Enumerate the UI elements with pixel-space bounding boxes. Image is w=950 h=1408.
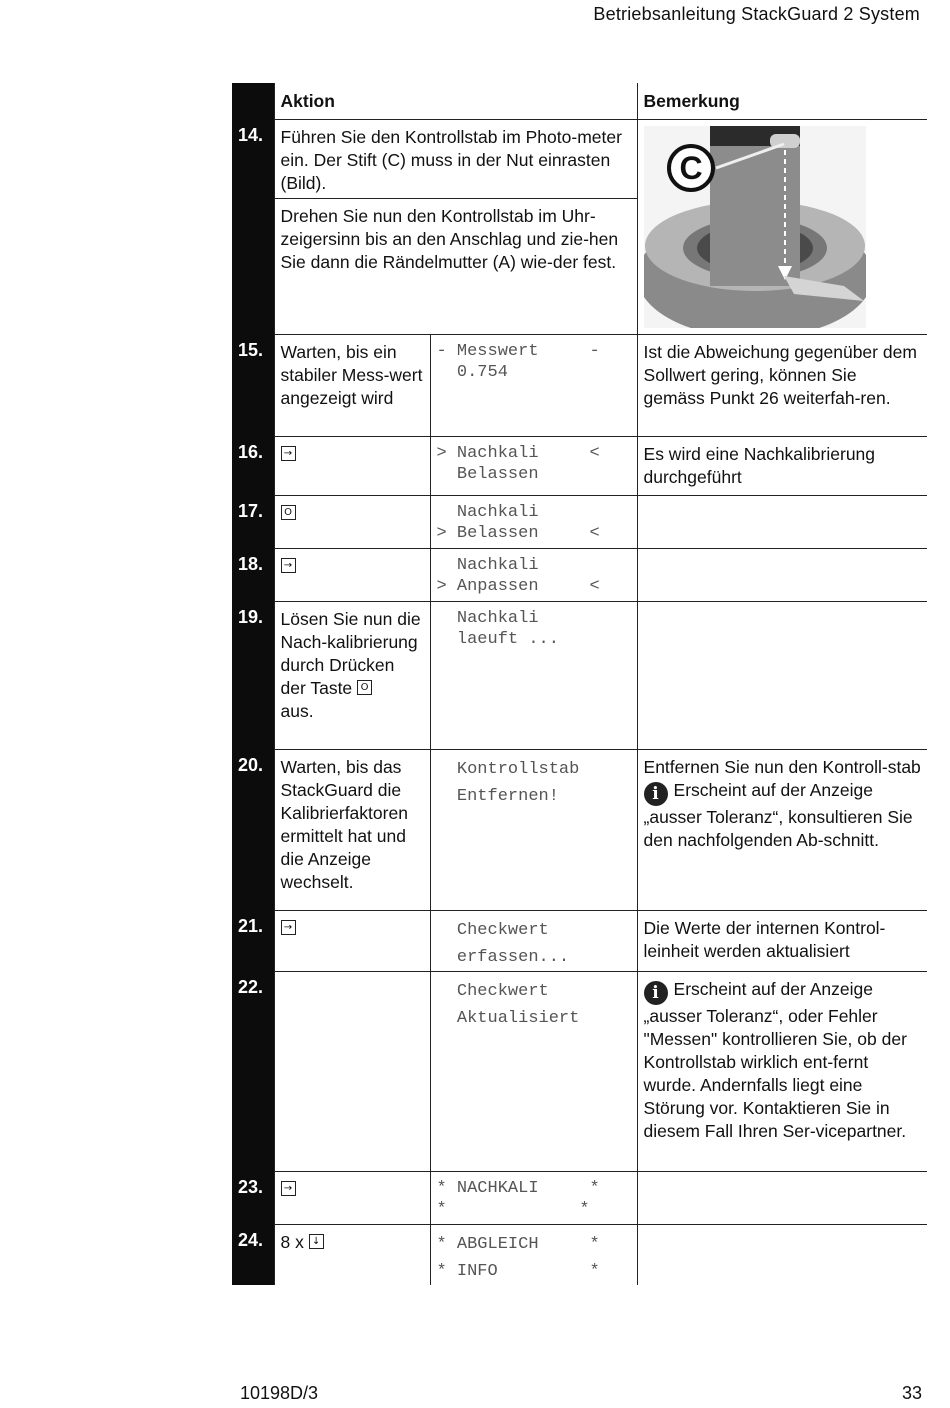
table-row <box>232 549 927 602</box>
remark-text: Entfernen Sie nun den Kontroll-stab <box>643 757 921 777</box>
step-text: Warten, bis das StackGuard die Kalibrierfaktoren ermittelt hat und die Anzeige wechselt. <box>280 757 408 892</box>
remark-text: Es wird eine Nachkalibrierung durchgeführt <box>643 444 876 487</box>
table-row <box>232 496 927 549</box>
remark-info-text: Erscheint auf der Anzeige „ausser Toleranz“, oder Fehler "Messen" kontrollieren Sie, ob der Kontrollstab wirklich ent-fernt wurde. Andernfalls liegt eine Störung vor. Kontaktieren Sie in diesem Fall Ihren Ser-vicepartner. <box>643 979 907 1141</box>
enter-key-icon: → <box>281 920 296 935</box>
remark-info-text: Erscheint auf der Anzeige „ausser Toleranz“, konsultieren Sie den nachfolgenden Ab-schnitt. <box>643 780 913 850</box>
table-row <box>232 750 927 911</box>
lcd-display: Nachkali laeuft ... <box>456 609 559 649</box>
ok-key-icon: O <box>281 505 296 520</box>
step-number: 21. <box>238 915 264 936</box>
remark-text <box>638 1172 928 1184</box>
lcd-display: - Messwert - 0.754 <box>436 342 600 382</box>
step-number: 17. <box>238 500 264 521</box>
table-header-row <box>232 83 927 120</box>
ok-key-icon: O <box>357 680 372 695</box>
step-text: Lösen Sie nun die Nach-kalibrierung durch Drücken der Taste <box>280 609 421 698</box>
page-number: 33 <box>901 1383 922 1403</box>
lcd-display: * ABGLEICH * * INFO * <box>436 1235 600 1281</box>
step-text: Warten, bis ein stabiler Mess-wert angezeigt wird <box>280 342 423 408</box>
table-row <box>232 335 927 437</box>
table-row <box>232 120 927 335</box>
enter-key-icon: → <box>281 558 296 573</box>
remark-text <box>638 1225 928 1237</box>
remark-text <box>638 549 928 561</box>
column-header-action: Aktion <box>280 91 335 111</box>
step-text: Drehen Sie nun den Kontrollstab im Uhr-zeigersinn bis an den Anschlag und zie-hen Sie dann die Rändelmutter (A) wie-der fest. <box>280 206 619 272</box>
info-icon: i <box>644 981 668 1005</box>
control-rod-photo <box>644 126 866 328</box>
step-number: 16. <box>238 441 264 462</box>
step-number: 22. <box>238 976 264 997</box>
step-text-end: aus. <box>280 701 314 721</box>
step-number: 15. <box>238 339 264 360</box>
remark-text: Ist die Abweichung gegenüber dem Sollwert gering, können Sie gemäss Punkt 26 weiterfah-ren. <box>643 342 917 408</box>
document-id: 10198D/3 <box>240 1383 319 1403</box>
enter-key-icon: → <box>281 446 296 461</box>
step-number: 14. <box>238 124 264 145</box>
document-header: Betriebsanleitung StackGuard 2 System <box>593 4 920 24</box>
photo-callout-c: C <box>678 150 703 186</box>
step-number: 19. <box>238 606 264 627</box>
lcd-display: Nachkali > Belassen < <box>436 503 600 543</box>
step-text: Führen Sie den Kontrollstab im Photo-meter ein. Der Stift (C) muss in der Nut einrasten (Bild). <box>280 127 622 193</box>
table-row <box>232 602 927 750</box>
table-row <box>232 437 927 496</box>
step-number: 23. <box>238 1176 264 1197</box>
lcd-display: Checkwert Aktualisiert <box>456 982 580 1028</box>
column-header-remark: Bemerkung <box>643 91 740 111</box>
table-row <box>232 1172 927 1225</box>
table-row <box>232 1225 927 1286</box>
step-number: 18. <box>238 553 264 574</box>
lcd-display: Nachkali > Anpassen < <box>436 556 600 596</box>
procedure-table <box>232 83 927 1285</box>
lcd-display: > Nachkali < Belassen <box>436 444 600 484</box>
info-icon: i <box>644 782 668 806</box>
enter-key-icon: → <box>281 1181 296 1196</box>
table-row <box>232 972 927 1172</box>
lcd-display: Kontrollstab Entfernen! <box>456 760 580 806</box>
lcd-display: * NACHKALI * * * <box>436 1179 600 1219</box>
key-repeat-prefix: 8 x <box>280 1232 304 1252</box>
remark-text <box>638 602 928 614</box>
step-number: 24. <box>238 1229 264 1250</box>
lcd-display: Checkwert erfassen... <box>456 921 570 967</box>
remark-text: Die Werte der internen Kontrol-leinheit werden aktualisiert <box>643 918 886 961</box>
remark-text <box>638 496 928 508</box>
table-row <box>232 911 927 972</box>
step-number: 20. <box>238 754 264 775</box>
down-key-icon: ↓ <box>309 1234 324 1249</box>
